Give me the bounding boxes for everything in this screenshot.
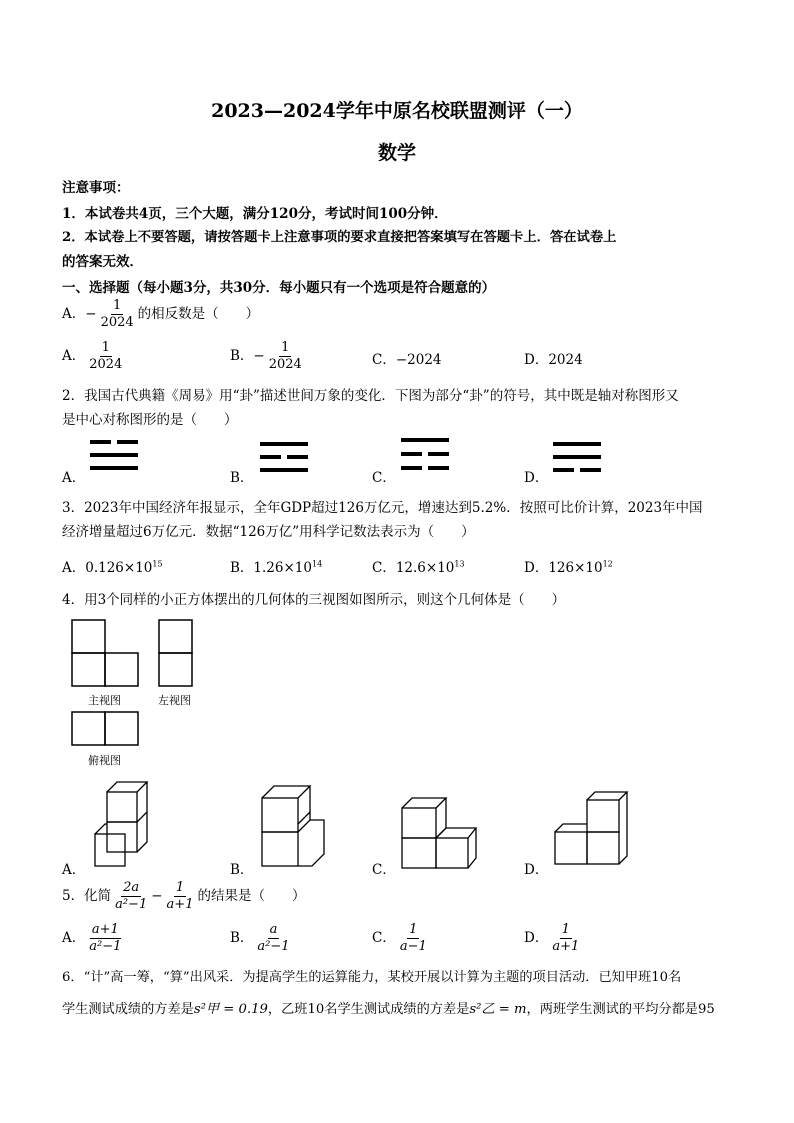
q1-suffix: 的相反数是（ ） [137,306,260,322]
q4-label-b: B． [230,862,254,878]
question-3-line-2: 经济增量超过6万亿元．数据“126万亿”用科学记数法表示为（ ） [62,524,475,540]
notes-item-2-cont: 的答案无效． [62,254,143,270]
top-view-caption: 俯视图 [88,754,121,767]
top-view-figure [72,712,142,748]
front-view-caption: 主视图 [88,694,121,707]
q3-option-a: A．$0.126\times 10^{15}$ [62,559,163,576]
question-3-line-1: 3．2023年中国经济年报显示，全年GDP超过126万亿元，增速达到5.2%．按照可比价计算，2023年中国 [62,500,703,516]
q5-option-d: D． $\frac{1}{a+1}$ [524,922,580,954]
q5-option-b: B． $\frac{a}{\text{a²−1}}$ [230,922,290,954]
variance-class-b: s²乙 = m [469,1002,527,1017]
q4-label-a: A． [62,862,86,878]
q2-label-b: B． [230,470,254,486]
q5-option-c: C． $\frac{1}{a-1}$ [372,922,427,954]
front-view-figure [72,620,142,686]
solid-d [555,792,635,868]
q1-option-d: D．2024 [524,352,583,368]
solid-c [402,798,478,870]
trigram-a [90,440,140,474]
trigram-d [553,442,603,476]
q1-prefix: A． [62,306,86,322]
q4-label-c: C． [372,862,396,878]
q3-option-b: B．$1.26\times 10^{14}$ [230,559,323,576]
q3-option-c: C．$12.6\times 10^{13}$ [372,559,465,576]
question-2-line-2: 是中心对称图形的是（ ） [62,412,238,428]
solid-a [93,782,155,872]
question-4: 4．用3个同样的小正方体摆出的几何体的三视图如图所示，则这个几何体是（ ） [62,592,566,608]
solid-b [262,786,328,872]
q3-option-d: D．$126\times 10^{12}$ [524,559,613,576]
variance-class-a: s²甲 = 0.19 [193,1002,268,1017]
notes-item-2: 2．本试卷上不要答题，请按答题卡上注意事项的要求直接把答案填写在答题卡上．答在试卷上 [62,230,617,245]
q2-label-d: D． [524,470,549,486]
q1-option-c: C．−2024 [372,352,442,368]
question-6-line-2: 学生测试成绩的方差是s²甲 = 0.19，乙班10名学生测试成绩的方差是s²乙 = m，两班学生测试的平均分都是95 [62,1002,715,1017]
subject-title: 数学 [377,142,416,164]
notes-heading: 注意事项： [62,180,130,196]
question-2-line-1: 2．我国古代典籍《周易》用“卦”描述世间万象的变化．下图为部分“卦”的符号，其中既是轴对称图形又 [62,388,679,404]
question-1: A．− $\frac{1}{2024}$ 的相反数是（ ） [62,298,260,330]
question-5: 5．化简 $\frac{2a}{\text{a²−1}}$ − $\frac{1}{a+1}$ 的结果是（ ） [62,880,306,912]
notes-item-1: 1．本试卷共4页，三个大题，满分120分，考试时间100分钟． [62,206,448,222]
question-6-line-1: 6．“计”高一筹，“算”出风采．为提高学生的运算能力，某校开展以计算为主题的项目活动．已知甲班10名 [62,970,682,985]
q4-label-d: D． [524,862,549,878]
q5-option-a: A． $\frac{a+1}{\text{a²−1}}$ [62,922,122,954]
q1-option-b: B．− $\frac{1}{2024}$ [230,340,302,372]
q1-option-a: A． $\frac{1}{2024}$ [62,340,123,372]
left-view-caption: 左视图 [158,694,191,707]
q1-fraction: $\frac{1}{2024}$ [100,298,134,330]
trigram-b [260,442,310,476]
section-1-heading: 一、选择题（每小题3分，共30分．每小题只有一个选项是符合题意的） [62,280,496,296]
exam-title: 2023—2024学年中原名校联盟测评（一） [211,100,583,122]
q2-label-c: C． [372,470,396,486]
q2-label-a: A． [62,470,86,486]
trigram-c [401,438,451,474]
left-view-figure [159,620,195,686]
